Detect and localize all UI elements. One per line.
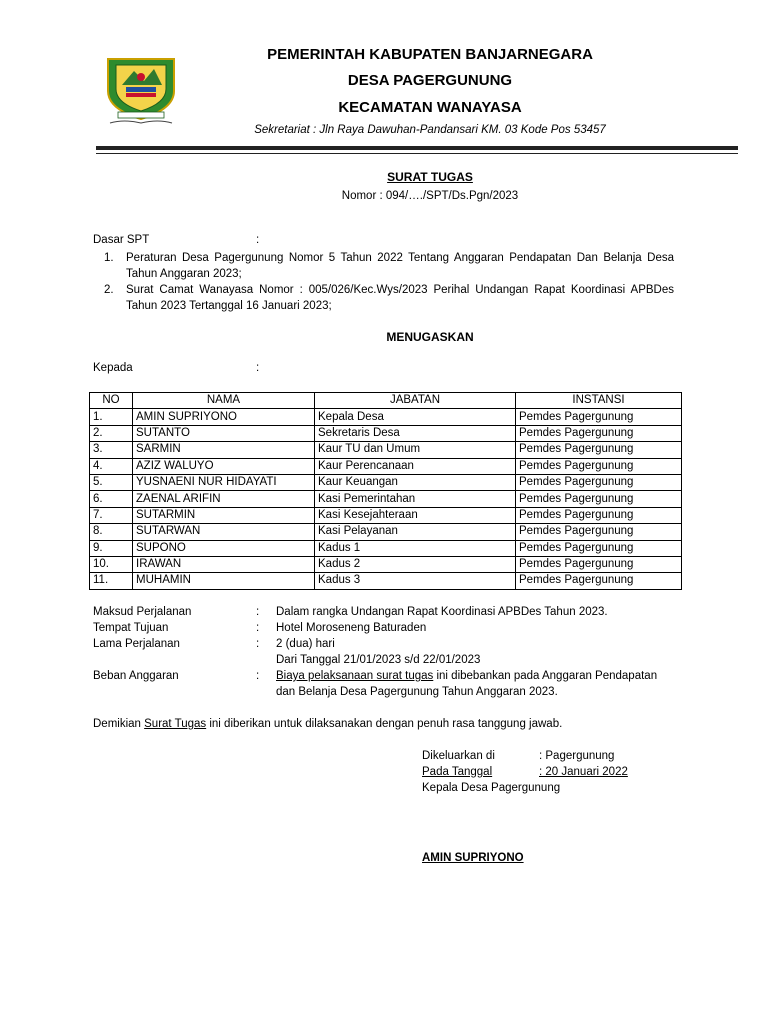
beban-value-underlined: Biaya pelaksanaan surat tugas bbox=[276, 670, 434, 682]
table-header-row bbox=[90, 393, 682, 409]
beban-value-line2: dan Belanja Desa Pagergunung Tahun Anggaran 2023. bbox=[276, 686, 558, 698]
table-row bbox=[90, 442, 682, 458]
closing-after: ini diberikan untuk dilaksanakan dengan penuh rasa tanggung jawab. bbox=[206, 718, 563, 730]
maksud-label: Maksud Perjalanan bbox=[93, 606, 192, 618]
table-row bbox=[90, 409, 682, 425]
cell-nama: SUPONO bbox=[133, 540, 315, 556]
header-jabatan: JABATAN bbox=[315, 393, 516, 409]
header-nama: NAMA bbox=[133, 393, 315, 409]
cell-nama: YUSNAENI NUR HIDAYATI bbox=[133, 474, 315, 490]
cell-no: 4. bbox=[90, 458, 133, 474]
dasar-item-2-num: 2. bbox=[104, 284, 114, 296]
cell-jabatan: Kasi Pelayanan bbox=[315, 524, 516, 540]
cell-instansi: Pemdes Pagergunung bbox=[516, 491, 682, 507]
document-number: Nomor : 094/…./SPT/Ds.Pgn/2023 bbox=[341, 190, 519, 202]
closing-before: Demikian bbox=[93, 718, 145, 730]
cell-instansi: Pemdes Pagergunung bbox=[516, 409, 682, 425]
table-row bbox=[90, 573, 682, 589]
cell-jabatan: Kadus 3 bbox=[315, 573, 516, 589]
header-rule-thin bbox=[96, 153, 738, 154]
cell-jabatan: Kasi Pemerintahan bbox=[315, 491, 516, 507]
cell-instansi: Pemdes Pagergunung bbox=[516, 458, 682, 474]
cell-nama: ZAENAL ARIFIN bbox=[133, 491, 315, 507]
document-title: SURAT TUGAS bbox=[387, 170, 473, 184]
lama-value: 2 (dua) hari bbox=[276, 638, 335, 650]
cell-instansi: Pemdes Pagergunung bbox=[516, 442, 682, 458]
shield-emblem-icon bbox=[104, 57, 178, 127]
maksud-colon: : bbox=[256, 606, 260, 618]
cell-instansi: Pemdes Pagergunung bbox=[516, 556, 682, 572]
cell-nama: SARMIN bbox=[133, 442, 315, 458]
beban-label: Beban Anggaran bbox=[93, 670, 179, 682]
cell-nama: IRAWAN bbox=[133, 556, 315, 572]
tempat-value: Hotel Moroseneng Baturaden bbox=[276, 622, 427, 634]
cell-no: 11. bbox=[90, 573, 133, 589]
cell-nama: AMIN SUPRIYONO bbox=[133, 409, 315, 425]
table-row bbox=[90, 474, 682, 490]
cell-no: 8. bbox=[90, 524, 133, 540]
kepada-label: Kepada bbox=[93, 362, 133, 374]
table-row bbox=[90, 458, 682, 474]
date-value: : 20 Januari 2022 bbox=[539, 766, 628, 778]
issued-value: : Pagergunung bbox=[539, 750, 615, 762]
table-row bbox=[90, 507, 682, 523]
cell-instansi: Pemdes Pagergunung bbox=[516, 524, 682, 540]
letterhead-address: Sekretariat : Jln Raya Dawuhan-Pandansari KM. 03 Kode Pos 53457 bbox=[254, 124, 606, 136]
letterhead-line1: PEMERINTAH KABUPATEN BANJARNEGARA bbox=[267, 46, 593, 63]
lama-value-dates: Dari Tanggal 21/01/2023 s/d 22/01/2023 bbox=[276, 654, 481, 666]
cell-jabatan: Kasi Kesejahteraan bbox=[315, 507, 516, 523]
cell-jabatan: Kadus 2 bbox=[315, 556, 516, 572]
cell-nama: SUTARWAN bbox=[133, 524, 315, 540]
table-row bbox=[90, 524, 682, 540]
beban-colon: : bbox=[256, 670, 260, 682]
dasar-colon: : bbox=[256, 234, 260, 246]
cell-no: 9. bbox=[90, 540, 133, 556]
cell-nama: SUTARMIN bbox=[133, 507, 315, 523]
table-body bbox=[90, 409, 682, 589]
issued-label: Dikeluarkan di bbox=[422, 750, 495, 762]
cell-jabatan: Kaur TU dan Umum bbox=[315, 442, 516, 458]
cell-nama: AZIZ WALUYO bbox=[133, 458, 315, 474]
cell-no: 6. bbox=[90, 491, 133, 507]
table-row bbox=[90, 556, 682, 572]
cell-instansi: Pemdes Pagergunung bbox=[516, 573, 682, 589]
maksud-value: Dalam rangka Undangan Rapat Koordinasi APBDes Tahun 2023. bbox=[276, 606, 608, 618]
closing-link: Surat Tugas bbox=[144, 718, 207, 730]
closing-paragraph bbox=[93, 718, 562, 730]
cell-no: 3. bbox=[90, 442, 133, 458]
signatory-name: AMIN SUPRIYONO bbox=[422, 852, 524, 864]
letterhead-line3: KECAMATAN WANAYASA bbox=[338, 99, 522, 116]
beban-value-rest: ini dibebankan pada Anggaran Pendapatan bbox=[433, 670, 658, 682]
header-instansi: INSTANSI bbox=[516, 393, 682, 409]
cell-jabatan: Kaur Perencanaan bbox=[315, 458, 516, 474]
dasar-item-2-text: Surat Camat Wanayasa Nomor : 005/026/Kec.Wys/2023 Perihal Undangan Rapat Koordinasi APBDes Tahun 2023 Tertanggal 16 Januari 2023; bbox=[126, 284, 674, 312]
header-no: NO bbox=[90, 393, 133, 409]
cell-no: 1. bbox=[90, 409, 133, 425]
cell-no: 7. bbox=[90, 507, 133, 523]
staff-table bbox=[89, 392, 682, 590]
cell-jabatan: Kepala Desa bbox=[315, 409, 516, 425]
signatory-position: Kepala Desa Pagergunung bbox=[422, 782, 561, 794]
cell-no: 10. bbox=[90, 556, 133, 572]
lama-label: Lama Perjalanan bbox=[93, 638, 180, 650]
dasar-item-1-num: 1. bbox=[104, 252, 114, 264]
village-logo bbox=[104, 57, 178, 127]
beban-value bbox=[276, 670, 657, 682]
kepada-colon: : bbox=[256, 362, 260, 374]
cell-instansi: Pemdes Pagergunung bbox=[516, 474, 682, 490]
cell-nama: MUHAMIN bbox=[133, 573, 315, 589]
lama-colon: : bbox=[256, 638, 260, 650]
table-row bbox=[90, 491, 682, 507]
cell-no: 2. bbox=[90, 425, 133, 441]
cell-no: 5. bbox=[90, 474, 133, 490]
table-row bbox=[90, 425, 682, 441]
date-label: Pada Tanggal bbox=[422, 766, 493, 778]
letterhead-line2: DESA PAGERGUNUNG bbox=[347, 72, 513, 89]
cell-instansi: Pemdes Pagergunung bbox=[516, 540, 682, 556]
menugaskan-heading: MENUGASKAN bbox=[386, 330, 474, 344]
dasar-item-1-text: Peraturan Desa Pagergunung Nomor 5 Tahun 2022 Tentang Anggaran Pendapatan Dan Belanja Desa Tahun Anggaran 2023; bbox=[126, 252, 674, 280]
tempat-label: Tempat Tujuan bbox=[93, 622, 169, 634]
cell-jabatan: Kaur Keuangan bbox=[315, 474, 516, 490]
dasar-label: Dasar SPT bbox=[93, 234, 150, 246]
cell-jabatan: Sekretaris Desa bbox=[315, 425, 516, 441]
cell-instansi: Pemdes Pagergunung bbox=[516, 507, 682, 523]
cell-jabatan: Kadus 1 bbox=[315, 540, 516, 556]
cell-instansi: Pemdes Pagergunung bbox=[516, 425, 682, 441]
tempat-colon: : bbox=[256, 622, 260, 634]
cell-nama: SUTANTO bbox=[133, 425, 315, 441]
table-row bbox=[90, 540, 682, 556]
header-rule-thick bbox=[96, 146, 738, 150]
